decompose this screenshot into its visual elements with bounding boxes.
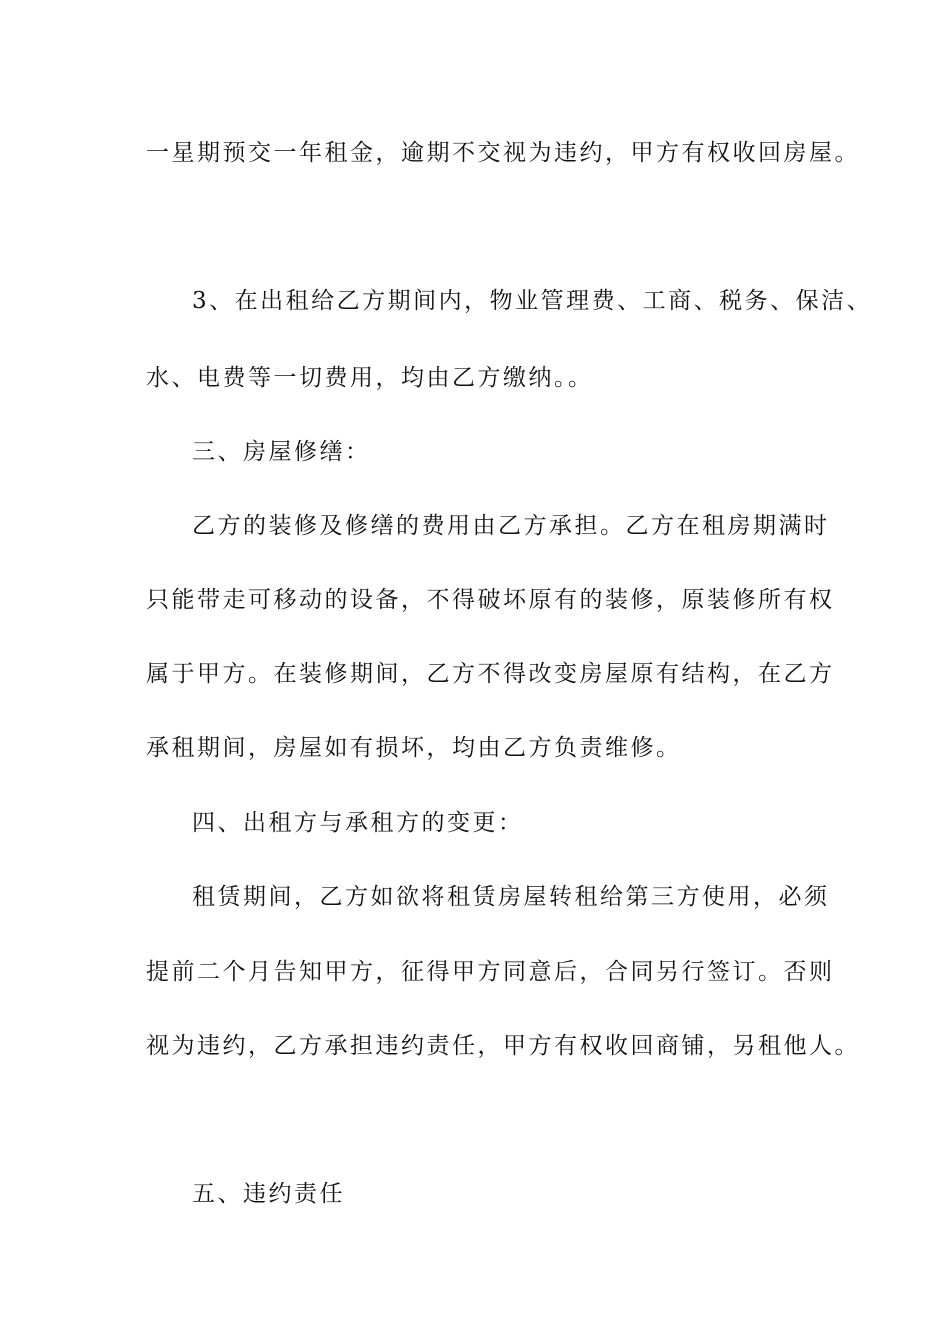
paragraph-line: 提前二个月告知甲方，征得甲方同意后，合同另行签订。否则 [146,959,835,985]
paragraph-line: 乙方的装修及修缮的费用由乙方承担。乙方在租房期满时 [192,513,830,539]
clause-3-line: 3、在出租给乙方期间内，物业管理费、工商、税务、保洁、 [192,288,873,314]
paragraph-line: 一星期预交一年租金，逾期不交视为违约，甲方有权收回房屋。 [146,140,860,166]
paragraph-line: 视为违约，乙方承担违约责任，甲方有权收回商铺，另租他人。 [146,1033,860,1059]
section-heading-repairs: 三、房屋修缮： [192,439,371,465]
paragraph-line: 属于甲方。在装修期间，乙方不得改变房屋原有结构，在乙方 [146,661,835,687]
paragraph-line: 水、电费等一切费用，均由乙方缴纳。。 [146,365,594,391]
section-heading-liability: 五、违约责任 [192,1181,345,1207]
paragraph-line: 租赁期间，乙方如欲将租赁房屋转租给第三方使用，必须 [192,884,830,910]
paragraph-line: 只能带走可移动的设备，不得破坏原有的装修，原装修所有权 [146,587,835,613]
section-heading-party-change: 四、出租方与承租方的变更： [192,810,524,836]
paragraph-line: 承租期间，房屋如有损坏，均由乙方负责维修。 [146,735,682,761]
